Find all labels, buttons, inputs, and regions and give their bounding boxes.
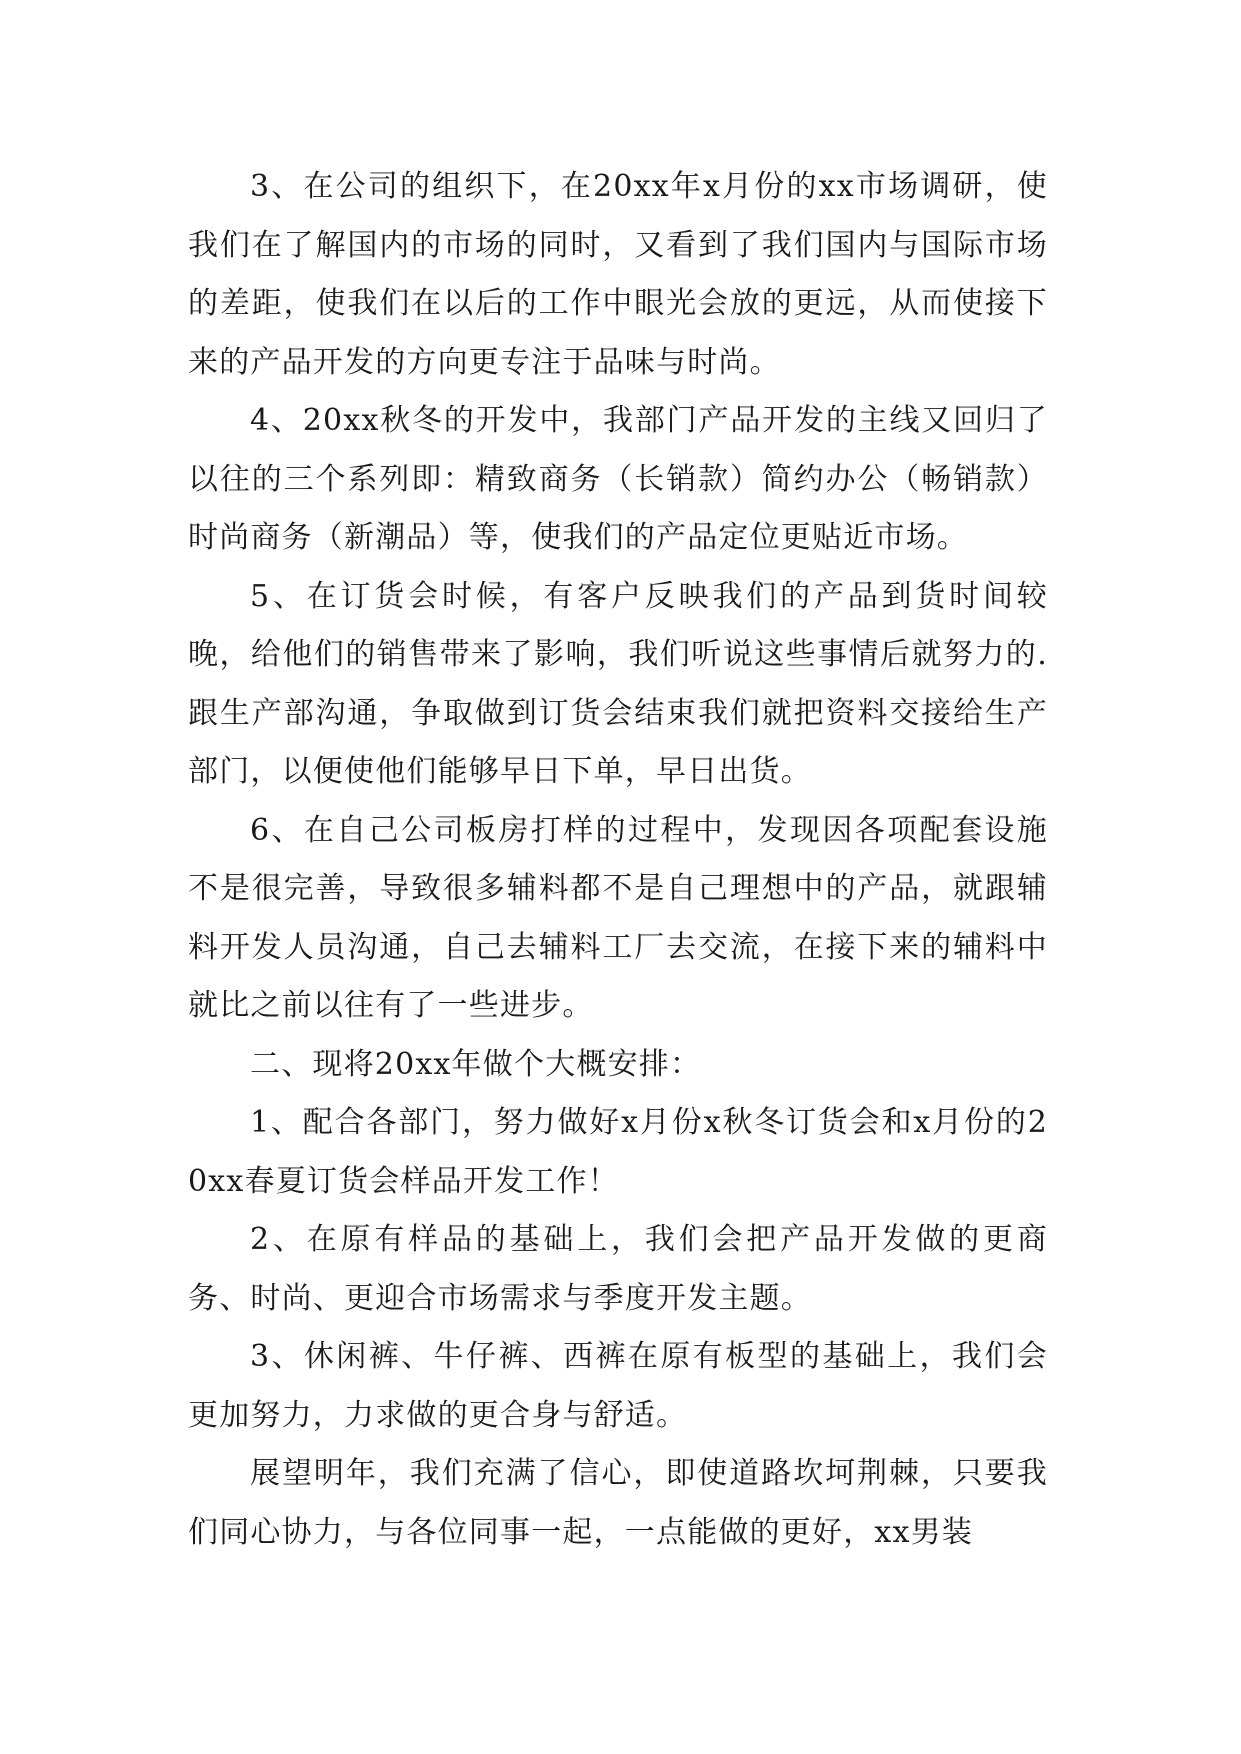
plan-item-1: 1、配合各部门，努力做好x月份x秋冬订货会和x月份的20xx春夏订货会样品开发工作！ [188, 1105, 1048, 1199]
document-body [188, 158, 1048, 1562]
paragraph-item-3-market-research: 3、在公司的组织下，在20xx年x月份的xx市场调研，使我们在了解国内的市场的同时，又看到了我们国内与国际市场的差距，使我们在以后的工作中眼光会放的更远，从而使接下来的产品开发的方向更专注于品味与时尚。 [188, 169, 1048, 380]
plan-item-2: 2、在原有样品的基础上，我们会把产品开发做的更商务、时尚、更迎合市场需求与季度开发主题。 [188, 1222, 1048, 1316]
section-heading-plan: 二、现将20xx年做个大概安排： [250, 1046, 702, 1082]
paragraph-item-4-autumn-winter: 4、20xx秋冬的开发中，我部门产品开发的主线又回归了以往的三个系列即：精致商务（长销款）简约办公（畅销款）时尚商务（新潮品）等，使我们的产品定位更贴近市场。 [188, 403, 1048, 555]
plan-item-3: 3、休闲裤、牛仔裤、西裤在原有板型的基础上，我们会更加努力，力求做的更合身与舒适。 [188, 1339, 1048, 1433]
paragraph-item-6-sample-room: 6、在自己公司板房打样的过程中，发现因各项配套设施不是很完善，导致很多辅料都不是自己理想中的产品，就跟辅料开发人员沟通，自己去辅料工厂去交流，在接下来的辅料中就比之前以往有了一些进步。 [188, 812, 1048, 1023]
outlook-paragraph: 展望明年，我们充满了信心，即使道路坎坷荆棘，只要我们同心协力，与各位同事一起，一点能做的更好，xx男装 [188, 1456, 1048, 1550]
paragraph-item-5-order-fair: 5、在订货会时候，有客户反映我们的产品到货时间较晚，给他们的销售带来了影响，我们听说这些事情后就努力的.跟生产部沟通，争取做到订货会结束我们就把资料交接给生产部门，以便使他们能够早日下单，早日出货。 [188, 578, 1048, 789]
